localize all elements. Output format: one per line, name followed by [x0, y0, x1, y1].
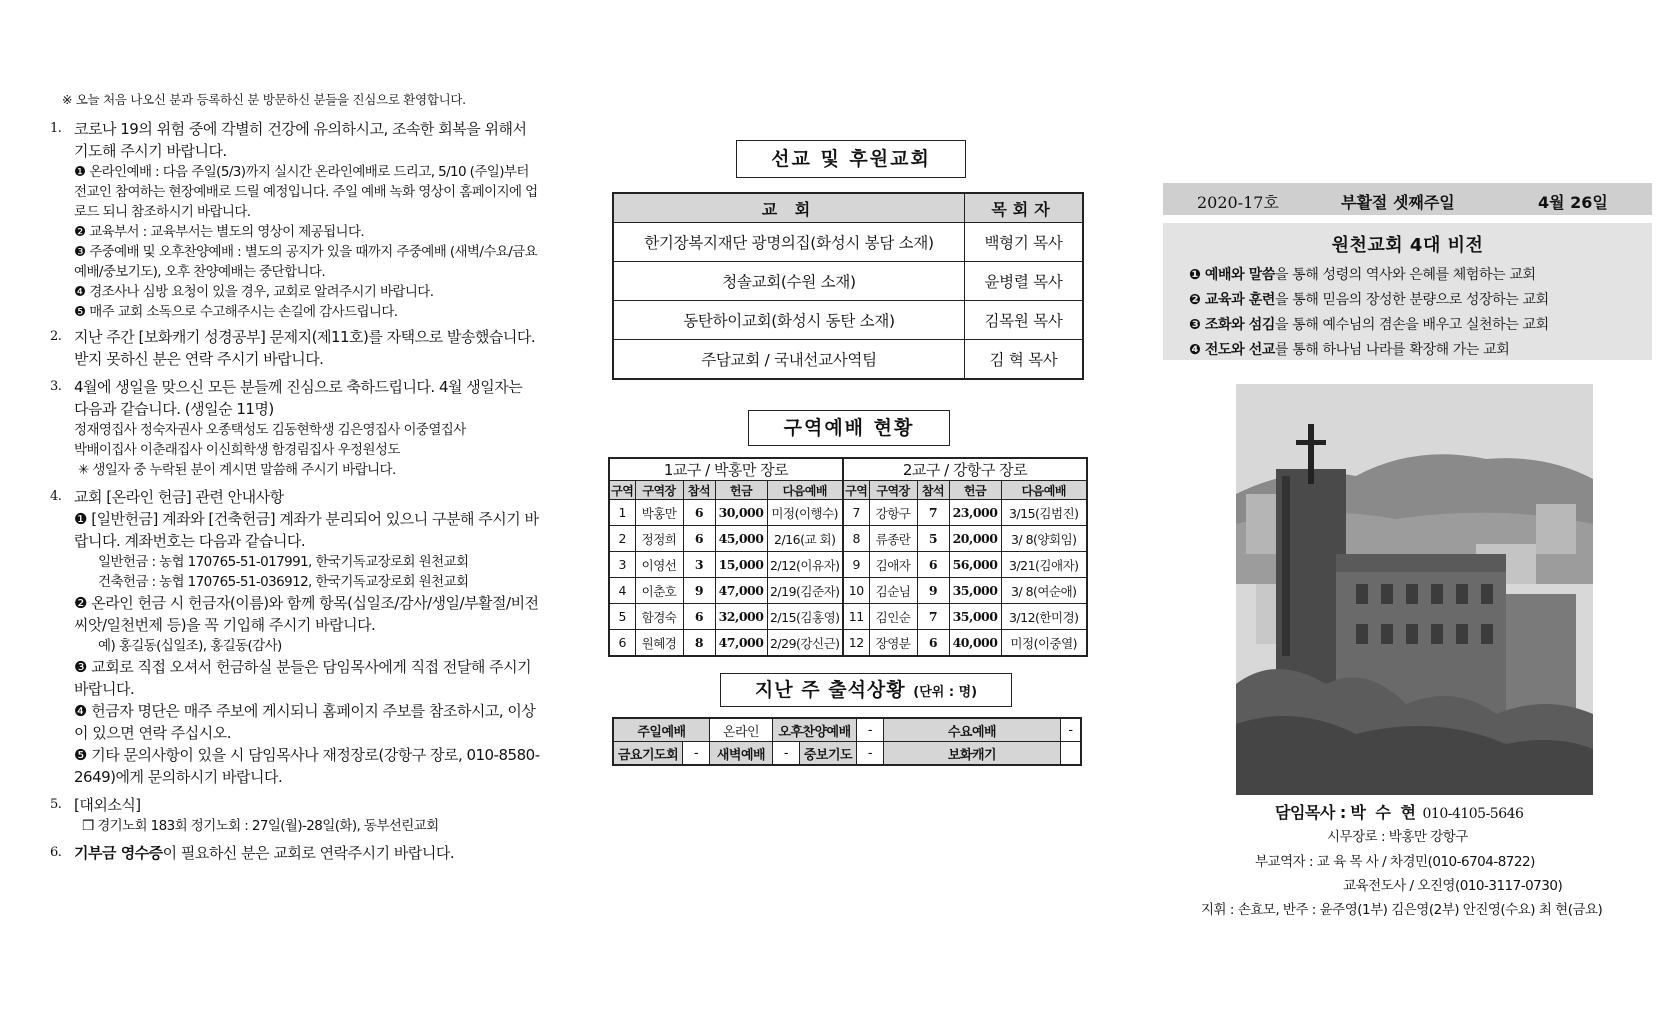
issue-week: 부활절 셋째주일	[1341, 193, 1455, 212]
offering-note: ❺ 기타 문의사항이 있을 시 담임목사나 재정장로(강항구 장로, 010-8580-2649)에게 문의하시기 바랍니다.	[74, 746, 540, 786]
account-building: 건축헌금 : 농협 170765-51-036912, 한국기독교장로회 원천교회	[98, 574, 469, 590]
district-cell: 35,000	[949, 578, 1001, 604]
vision-item	[1189, 263, 1652, 288]
notice-text	[74, 842, 540, 864]
vision-box	[1163, 223, 1652, 360]
district-cell: 12	[843, 630, 869, 657]
notice-number: 4.	[50, 489, 62, 504]
district-cell: 5	[609, 604, 635, 630]
birthday-note: ✳ 생일자 중 누락된 분이 계시면 말씀해 주시기 바랍니다.	[78, 462, 396, 478]
table-row	[609, 552, 1087, 578]
pastor-name: 윤병렬 목사	[965, 262, 1084, 301]
vision-key: ❸ 조화와 섬김	[1189, 317, 1276, 333]
notice-number: 6.	[50, 845, 62, 860]
district-cell: 32,000	[715, 604, 767, 630]
issue-number: 2020-17호	[1197, 193, 1279, 212]
district-cell: 3/ 8(여순애)	[1001, 578, 1087, 604]
attendance-label: 보화캐기	[884, 742, 1061, 766]
district-cell: 30,000	[715, 500, 767, 526]
district-cell: 이영선	[635, 552, 683, 578]
pastor-name: 김목원 목사	[965, 301, 1084, 340]
pastor-name: 박 수 현	[1350, 803, 1418, 822]
pastor-phone: 010-4105-5646	[1422, 806, 1524, 822]
mission-header-church: 교 회	[613, 193, 965, 223]
district-cell: 15,000	[715, 552, 767, 578]
notice-sub: ❷ 교육부서 : 교육부서는 별도의 영상이 제공됩니다.	[74, 224, 365, 240]
notice-text: [대외소식]	[74, 796, 141, 814]
district-cell: 김애자	[869, 552, 917, 578]
col-header: 구역	[609, 481, 635, 500]
church-name: 청솔교회(수원 소재)	[613, 262, 965, 301]
attendance-value: -	[773, 742, 800, 766]
receipt-label: 기부금 영수증	[74, 844, 163, 862]
vision-title: 원천교회 4대 비전	[1331, 235, 1484, 256]
attendance-table	[612, 717, 1082, 766]
church-name: 주담교회 / 국내선교사역팀	[613, 340, 965, 380]
church-building-image	[1236, 384, 1593, 795]
district-cell: 2/12(이유자)	[767, 552, 843, 578]
table-row	[613, 301, 1083, 340]
col-header: 헌금	[949, 481, 1001, 500]
church-name: 한기장복지재단 광명의집(화성시 봉담 소재)	[613, 223, 965, 262]
attendance-unit: (단위 : 명)	[913, 685, 978, 700]
district-cell: 김인순	[869, 604, 917, 630]
notice-item	[50, 794, 540, 836]
district-cell: 2/16(교 회)	[767, 526, 843, 552]
notice-number: 3.	[50, 379, 62, 394]
notice-sub: ❹ 경조사나 심방 요청이 있을 경우, 교회로 알려주시기 바랍니다.	[74, 284, 434, 300]
offering-note: ❸ 교회로 직접 오셔서 헌금하실 분들은 담임목사에게 직접 전달해 주시기 바랍니다.	[74, 658, 532, 698]
col-header: 참석	[683, 481, 715, 500]
district-cell: 6	[683, 526, 715, 552]
mission-header-pastor: 목회자	[965, 193, 1084, 223]
district-cell: 45,000	[715, 526, 767, 552]
district-cell: 3/15(김범진)	[1001, 500, 1087, 526]
district-cell: 5	[917, 526, 949, 552]
vision-text: 을 통해 믿음의 장성한 분량으로 성장하는 교회	[1275, 292, 1549, 308]
col-header: 다음예배	[767, 481, 843, 500]
district-cell: 이춘호	[635, 578, 683, 604]
district-cell: 원혜경	[635, 630, 683, 657]
district-cell: 7	[917, 604, 949, 630]
attendance-title-text: 지난 주 출석상황	[754, 679, 906, 701]
district-cell: 7	[843, 500, 869, 526]
district-cell: 6	[609, 630, 635, 657]
attendance-value: -	[1060, 718, 1081, 742]
attendance-label: 중보기도	[800, 742, 857, 766]
notice-text: 코로나 19의 위험 중에 각별히 건강에 유의하시고, 조속한 회복을 위해서 기도해 주시기 바랍니다.	[74, 120, 527, 160]
mission-title: 선교 및 후원교회	[736, 140, 966, 178]
table-row	[613, 223, 1083, 262]
district-cell: 9	[917, 578, 949, 604]
district-cell: 6	[683, 604, 715, 630]
notice-text: 4월에 생일을 맞으신 모든 분들께 진심으로 축하드립니다. 4월 생일자는 다음과 같습니다. (생일순 11명)	[74, 378, 523, 418]
district-cell: 김순님	[869, 578, 917, 604]
vision-item	[1189, 288, 1652, 313]
notice-number: 2.	[50, 329, 62, 344]
col-header: 참석	[917, 481, 949, 500]
account-general: 일반헌금 : 농협 170765-51-017991, 한국기독교장로회 원천교회	[98, 554, 469, 570]
district-cell: 3/12(한미경)	[1001, 604, 1087, 630]
receipt-text: 이 필요하신 분은 교회로 연락주시기 바랍니다.	[162, 844, 455, 862]
district-table	[608, 457, 1088, 657]
attendance-value: 온라인	[710, 718, 773, 742]
district-cell: 9	[683, 578, 715, 604]
welcome-message: ※ 오늘 처음 나오신 분과 등록하신 분 방문하신 분들을 진심으로 환영합니다.	[62, 92, 466, 107]
district-cell: 9	[843, 552, 869, 578]
offering-note: ❷ 온라인 헌금 시 헌금자(이름)와 함께 항목(십일조/감사/생일/부활절/비전씨앗/일천번제 등)을 꼭 기입해 주시기 바랍니다.	[74, 594, 539, 634]
district-cell: 강항구	[869, 500, 917, 526]
district-cell: 40,000	[949, 630, 1001, 657]
attendance-label: 수요예배	[884, 718, 1061, 742]
col-header: 다음예배	[1001, 481, 1087, 500]
attendance-value: -	[857, 718, 884, 742]
offering-example: 예) 홍길동(십일조), 홍길동(감사)	[98, 638, 282, 654]
notice-text: 교회 [온라인 헌금] 관련 안내사항	[74, 488, 284, 506]
district-cell: 3/21(김애자)	[1001, 552, 1087, 578]
elders-line: 시무장로 : 박홍만 강항구	[1327, 829, 1468, 845]
district-cell: 35,000	[949, 604, 1001, 630]
attendance-label: 주일예배	[613, 718, 710, 742]
district-cell: 8	[683, 630, 715, 657]
vision-text: 을 통해 성령의 역사와 은혜를 체험하는 교회	[1275, 267, 1536, 283]
mission-table	[612, 192, 1084, 380]
attendance-title	[720, 673, 1012, 707]
group2-header: 2교구 / 강항구 장로	[843, 458, 1087, 481]
district-cell: 23,000	[949, 500, 1001, 526]
col-header: 구역	[843, 481, 869, 500]
group1-header: 1교구 / 박홍만 장로	[609, 458, 843, 481]
vision-text: 를 통해 하나님 나라를 확장해 가는 교회	[1275, 342, 1510, 358]
issue-bar	[1163, 183, 1652, 215]
district-cell: 함경숙	[635, 604, 683, 630]
district-cell: 3	[609, 552, 635, 578]
district-cell: 미정(이행수)	[767, 500, 843, 526]
attendance-value: -	[857, 742, 884, 766]
attendance-value: -	[683, 742, 710, 766]
col-header: 헌금	[715, 481, 767, 500]
district-cell: 6	[917, 552, 949, 578]
table-row	[609, 500, 1087, 526]
district-cell: 류종란	[869, 526, 917, 552]
attendance-label: 새벽예배	[710, 742, 773, 766]
attendance-label: 금요기도회	[613, 742, 683, 766]
district-cell: 1	[609, 500, 635, 526]
district-cell: 박홍만	[635, 500, 683, 526]
notice-sub: ❶ 온라인예배 : 다음 주일(5/3)까지 실시간 온라인예배로 드리고, 5/10 (주일)부터 전교인 참여하는 현장예배로 드릴 예정입니다. 주일 예배 녹화 영상이 홈페이지에 업로드 되니 참조하시기 바랍니다.	[74, 164, 538, 220]
vision-item	[1189, 313, 1652, 338]
notice-text: 지난 주간 [보화캐기 성경공부] 문제지(제11호)를 자택으로 발송했습니다. 받지 못하신 분은 연락 주시기 바랍니다.	[74, 328, 536, 368]
district-cell: 2/29(강신근)	[767, 630, 843, 657]
district-cell: 7	[917, 500, 949, 526]
table-row	[609, 578, 1087, 604]
district-cell: 8	[843, 526, 869, 552]
district-cell: 2	[609, 526, 635, 552]
district-cell: 6	[683, 500, 715, 526]
vision-key: ❶ 예배와 말씀	[1189, 267, 1276, 283]
notice-item	[50, 118, 540, 322]
district-cell: 2/15(김홍영)	[767, 604, 843, 630]
notice-item	[50, 842, 540, 864]
col-header: 구역장	[869, 481, 917, 500]
notice-sub: ❺ 매주 교회 소독으로 수고해주시는 손길에 감사드립니다.	[74, 304, 398, 320]
pastor-name: 김 혁 목사	[965, 340, 1084, 380]
table-row	[613, 262, 1083, 301]
issue-date: 4월 26일	[1538, 193, 1608, 212]
vision-list	[1163, 263, 1652, 363]
attendance-label: 오후찬양예배	[773, 718, 857, 742]
col-header: 구역장	[635, 481, 683, 500]
district-cell: 2/19(김준자)	[767, 578, 843, 604]
vision-key: ❹ 전도와 선교	[1189, 342, 1276, 358]
table-row	[609, 526, 1087, 552]
notice-item	[50, 486, 540, 788]
external-news: ❒ 경기노회 183회 정기노회 : 27일(월)-28일(화), 동부선린교회	[82, 818, 439, 834]
evangelist-line: 교육전도사 / 오진영(010-3117-0730)	[1343, 878, 1563, 894]
music-line: 지휘 : 손효모, 반주 : 윤주영(1부) 김은영(2부) 안진영(수요) 최 현(금요)	[1201, 902, 1603, 918]
district-cell: 장영분	[869, 630, 917, 657]
notice-sub: ❸ 주중예배 및 오후찬양예배 : 별도의 공지가 있을 때까지 주중예배 (새벽/수요/금요예배/중보기도), 오후 찬양예배는 중단합니다.	[74, 244, 538, 280]
district-cell: 11	[843, 604, 869, 630]
notice-number: 5.	[50, 797, 62, 812]
notice-list	[50, 118, 540, 870]
pastor-line	[1275, 800, 1523, 823]
birthday-names: 정재영집사 정숙자권사 오종택성도 김동현학생 김은영집사 이중열집사	[74, 422, 466, 438]
district-cell: 미정(이중열)	[1001, 630, 1087, 657]
table-row	[613, 340, 1083, 380]
church-photo	[1236, 384, 1593, 795]
notice-item	[50, 326, 540, 370]
notice-number: 1.	[50, 121, 62, 136]
district-cell: 47,000	[715, 578, 767, 604]
offering-note: ❹ 헌금자 명단은 매주 주보에 게시되니 홈페이지 주보를 참조하시고, 이상이 있으면 연락 주십시오.	[74, 702, 536, 742]
vision-item	[1189, 338, 1652, 363]
attendance-value	[1060, 742, 1081, 766]
vision-text: 을 통해 예수님의 겸손을 배우고 실천하는 교회	[1275, 317, 1549, 333]
pastor-name: 백형기 목사	[965, 223, 1084, 262]
district-cell: 4	[609, 578, 635, 604]
district-cell: 56,000	[949, 552, 1001, 578]
notice-item	[50, 376, 540, 480]
district-cell: 20,000	[949, 526, 1001, 552]
district-cell: 3/ 8(양회임)	[1001, 526, 1087, 552]
associate-line: 부교역자 : 교 육 목 사 / 차경민(010-6704-8722)	[1255, 854, 1535, 870]
table-row	[609, 630, 1087, 657]
church-name: 동탄하이교회(화성시 동탄 소재)	[613, 301, 965, 340]
district-cell: 47,000	[715, 630, 767, 657]
district-cell: 6	[917, 630, 949, 657]
table-row	[609, 604, 1087, 630]
offering-note: ❶ [일반헌금] 계좌와 [건축헌금] 계좌가 분리되어 있으니 구분해 주시기 바랍니다. 계좌번호는 다음과 같습니다.	[74, 510, 539, 550]
table-row	[613, 718, 1081, 742]
table-row	[613, 742, 1081, 766]
district-cell: 3	[683, 552, 715, 578]
vision-key: ❷ 교육과 훈련	[1189, 292, 1276, 308]
district-title: 구역예배 현황	[748, 410, 950, 446]
district-cell: 10	[843, 578, 869, 604]
pastor-label: 담임목사 :	[1275, 803, 1346, 822]
birthday-names: 박배이집사 이춘래집사 이신희학생 함경림집사 우정원성도	[74, 442, 400, 458]
district-cell: 정정희	[635, 526, 683, 552]
